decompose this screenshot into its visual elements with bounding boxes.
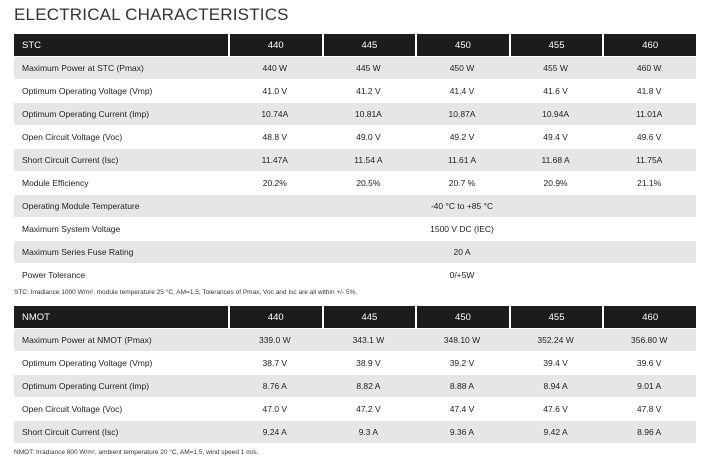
row-value: 41.2 V xyxy=(322,80,416,102)
nmot-header-model: 450 xyxy=(415,306,509,328)
row-value: 20.2% xyxy=(228,172,322,194)
row-label: Maximum Power at NMOT (Pmax) xyxy=(14,329,228,351)
nmot-header-model: 440 xyxy=(228,306,322,328)
row-value: 9.3 A xyxy=(322,421,416,443)
nmot-header-model: 455 xyxy=(509,306,603,328)
row-value: 39.6 V xyxy=(602,352,696,374)
row-value: 8.96 A xyxy=(602,421,696,443)
row-value: 10.81A xyxy=(322,103,416,125)
row-label: Short Circuit Current (Isc) xyxy=(14,149,228,171)
row-value: 20.7 % xyxy=(415,172,509,194)
row-label: Maximum Power at STC (Pmax) xyxy=(14,57,228,79)
nmot-header-label: NMOT xyxy=(14,306,228,328)
stc-table xyxy=(14,33,696,287)
row-value: 20.9% xyxy=(509,172,603,194)
nmot-header-model: 460 xyxy=(602,306,696,328)
row-value: 11.01A xyxy=(602,103,696,125)
row-value: 8.82 A xyxy=(322,375,416,397)
row-value: 339.0 W xyxy=(228,329,322,351)
row-value: 450 W xyxy=(415,57,509,79)
row-value: 9.24 A xyxy=(228,421,322,443)
stc-header-model: 440 xyxy=(228,34,322,56)
row-label: Optimum Operating Current (Imp) xyxy=(14,375,228,397)
row-value: 38.9 V xyxy=(322,352,416,374)
table-row xyxy=(14,172,696,194)
row-label: Open Circuit Voltage (Voc) xyxy=(14,126,228,148)
row-value-all-models: 1500 V DC (IEC) xyxy=(228,218,696,240)
row-label: Operating Module Temperature xyxy=(14,195,228,217)
table-row xyxy=(14,375,696,397)
table-row xyxy=(14,195,696,217)
row-value: 41.6 V xyxy=(509,80,603,102)
row-value: 8.76 A xyxy=(228,375,322,397)
row-value: 10.74A xyxy=(228,103,322,125)
row-label: Power Tolerance xyxy=(14,264,228,286)
row-label: Maximum System Voltage xyxy=(14,218,228,240)
row-value: 10.94A xyxy=(509,103,603,125)
row-value: 49.6 V xyxy=(602,126,696,148)
row-value: 11.68 A xyxy=(509,149,603,171)
nmot-footnote: NMOT: Irradiance 800 W/m², ambient temperature 20 °C, AM=1.5, wind speed 1 m/s. xyxy=(14,449,259,456)
row-label: Optimum Operating Voltage (Vmp) xyxy=(14,352,228,374)
row-value: 11.47A xyxy=(228,149,322,171)
row-value: 11.61 A xyxy=(415,149,509,171)
stc-header-label: STC xyxy=(14,34,228,56)
row-value: 11.75A xyxy=(602,149,696,171)
row-value: 8.94 A xyxy=(509,375,603,397)
row-value: 9.36 A xyxy=(415,421,509,443)
row-label: Optimum Operating Current (Imp) xyxy=(14,103,228,125)
row-value: 47.6 V xyxy=(509,398,603,420)
row-value: 11.54 A xyxy=(322,149,416,171)
row-value: 41.0 V xyxy=(228,80,322,102)
table-row xyxy=(14,149,696,171)
table-row xyxy=(14,421,696,443)
row-value: 47.8 V xyxy=(602,398,696,420)
row-value: 460 W xyxy=(602,57,696,79)
row-value: 41.4 V xyxy=(415,80,509,102)
row-value: 440 W xyxy=(228,57,322,79)
row-value: 49.0 V xyxy=(322,126,416,148)
stc-header-model: 460 xyxy=(602,34,696,56)
stc-header-model: 445 xyxy=(322,34,416,56)
row-value: 343.1 W xyxy=(322,329,416,351)
page-title: ELECTRICAL CHARACTERISTICS xyxy=(14,5,289,24)
table-row xyxy=(14,241,696,263)
row-value: 39.2 V xyxy=(415,352,509,374)
table-row xyxy=(14,352,696,374)
row-label: Module Efficiency xyxy=(14,172,228,194)
row-label: Open Circuit Voltage (Voc) xyxy=(14,398,228,420)
row-value: 10.87A xyxy=(415,103,509,125)
table-row xyxy=(14,329,696,351)
row-value-all-models: -40 °C to +85 °C xyxy=(228,195,696,217)
row-value-all-models: 20 A xyxy=(228,241,696,263)
row-value: 49.2 V xyxy=(415,126,509,148)
row-value: 8.88 A xyxy=(415,375,509,397)
row-value: 39.4 V xyxy=(509,352,603,374)
table-row xyxy=(14,264,696,286)
table-row xyxy=(14,103,696,125)
row-value: 21.1% xyxy=(602,172,696,194)
stc-header-model: 450 xyxy=(415,34,509,56)
row-value: 9.42 A xyxy=(509,421,603,443)
row-value-all-models: 0/+5W xyxy=(228,264,696,286)
row-value: 445 W xyxy=(322,57,416,79)
row-value: 352.24 W xyxy=(509,329,603,351)
stc-header-model: 455 xyxy=(509,34,603,56)
table-row xyxy=(14,126,696,148)
row-value: 356.80 W xyxy=(602,329,696,351)
row-value: 41.8 V xyxy=(602,80,696,102)
row-value: 9.01 A xyxy=(602,375,696,397)
nmot-header-row xyxy=(14,306,696,328)
row-value: 38.7 V xyxy=(228,352,322,374)
row-value: 48.8 V xyxy=(228,126,322,148)
table-row xyxy=(14,80,696,102)
row-value: 20.5% xyxy=(322,172,416,194)
row-value: 455 W xyxy=(509,57,603,79)
row-value: 348.10 W xyxy=(415,329,509,351)
table-row xyxy=(14,398,696,420)
stc-header-row xyxy=(14,34,696,56)
nmot-header-model: 445 xyxy=(322,306,416,328)
row-value: 47.4 V xyxy=(415,398,509,420)
row-value: 47.2 V xyxy=(322,398,416,420)
table-row xyxy=(14,218,696,240)
row-value: 47.0 V xyxy=(228,398,322,420)
row-value: 49.4 V xyxy=(509,126,603,148)
nmot-table xyxy=(14,305,696,444)
row-label: Maximum Series Fuse Rating xyxy=(14,241,228,263)
table-row xyxy=(14,57,696,79)
row-label: Short Circuit Current (Isc) xyxy=(14,421,228,443)
stc-footnote: STC: Irradiance 1000 W/m², module temperature 25 °C, AM=1.5; Tolerances of Pmax, Voc and Isc are all within +/- 5%. xyxy=(14,289,358,296)
row-label: Optimum Operating Voltage (Vmp) xyxy=(14,80,228,102)
